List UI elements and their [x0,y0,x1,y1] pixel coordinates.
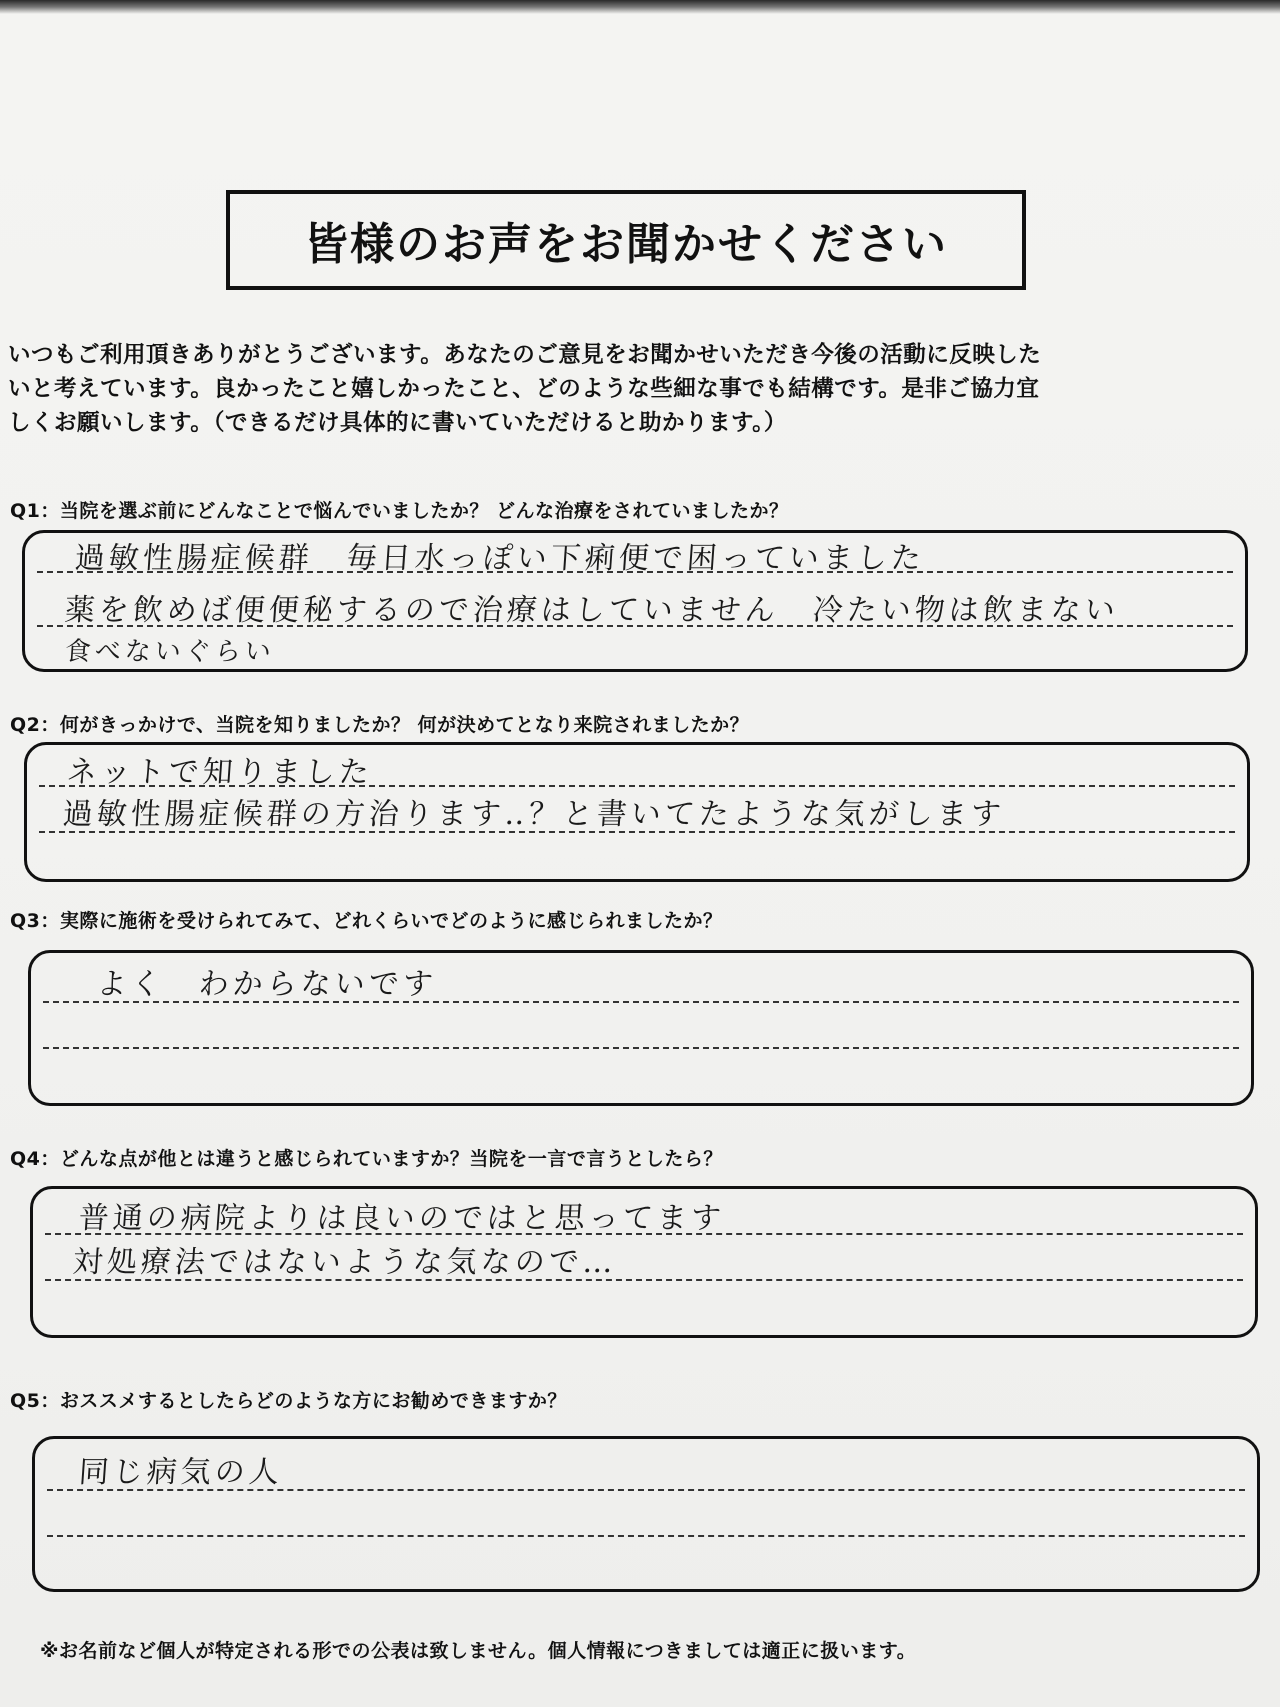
answer-line [43,1047,1239,1049]
answer-box-4 [30,1186,1258,1338]
question-2: Q2：何がきっかけで、当院を知りましたか？ 何が決めてとなり来院されましたか？ [10,714,750,736]
answer-box-3 [28,950,1254,1106]
page-title: 皆様のお声をお聞かせください [304,219,948,270]
question-5: Q5：おススメするとしたらどのような方にお勧めできますか？ [10,1390,567,1412]
answer-1-line-2: 薬を飲めば便便秘するので治療はしていません 冷たい物は飲まない [63,593,1120,628]
answer-box-2 [24,742,1250,882]
answer-4-line-1: 普通の病院よりは良いのではと思ってます [77,1201,726,1236]
answer-2-line-2: 過敏性腸症候群の方治ります‥？と書いてたような気がします [61,797,1006,832]
answer-1-line-3: 食べないぐらい [63,637,276,667]
answer-4-line-2: 対処療法ではないような気なので… [71,1245,618,1280]
scan-edge-shadow [0,0,1280,14]
footer-note: ※お名前など個人が特定される形での公表は致しません。個人情報につきましては適正に扱います。 [40,1640,917,1662]
answer-1-line-1: 過敏性腸症候群 毎日水っぽい下痢便で困っていました [73,541,926,576]
answer-line [47,1535,1245,1537]
answer-3-line-1: よく わからないです [95,967,438,1002]
question-4: Q4：どんな点が他とは違うと感じられていますか？当院を一言で言うとしたら？ [10,1148,723,1170]
answer-box-1 [22,530,1248,672]
intro-text: いつもご利用頂きありがとうございます。あなたのご意見をお聞かせいただき今後の活動に反映した いと考えています。良かったこと嬉しかったこと、どのような些細な事でも結構です。是非ご協力宜 しくお願いします。（できるだけ具体的に書いていただけると助かります。） [8,342,1042,436]
answer-2-line-1: ネットで知りました [65,755,374,790]
question-1: Q1：当院を選ぶ前にどんなことで悩んでいましたか？ どんな治療をされていましたか？ [10,500,789,522]
answer-5-line-1: 同じ病気の人 [77,1455,284,1490]
title-box [226,190,1026,290]
answer-box-5 [32,1436,1260,1592]
question-3: Q3：実際に施術を受けられてみて、どれくらいでどのように感じられましたか？ [10,910,723,932]
